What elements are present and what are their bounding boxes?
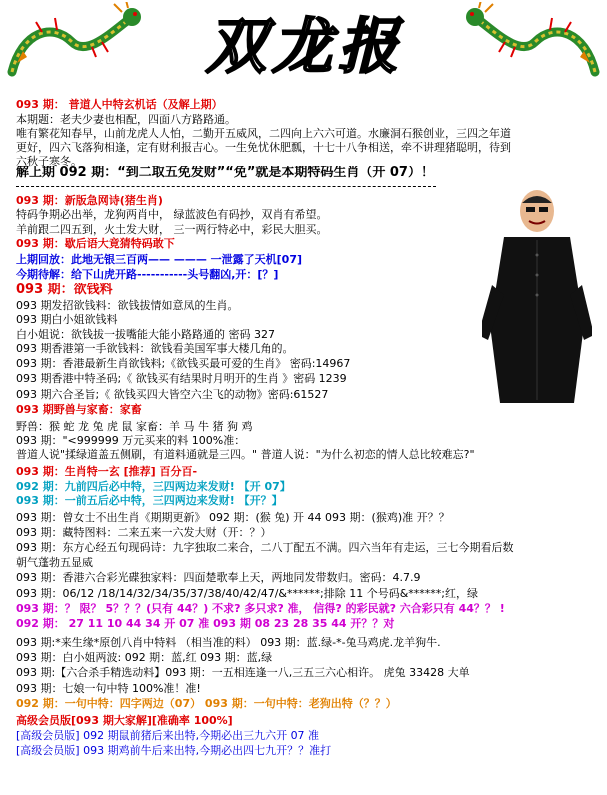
- text-line: 093 期白小姐欲钱料: [16, 312, 118, 326]
- text-line: 093 期：藏特图料：二来五来一六发大财（开：？）: [16, 525, 272, 539]
- text-line: 093 期： 普道人中特玄机话（及解上期）: [16, 97, 223, 111]
- dragon-icon: [2, 2, 142, 90]
- text-line: 093 期：香港最新生肖欲钱料;《欲钱买最可爱的生肖》 密码:14967: [16, 357, 351, 371]
- text-line: 上期回放：此地无银三百两—— ——— 一泄露了天机[07]: [16, 253, 303, 267]
- text-line: 093 期六合圣旨;《 欲钱买四大皆空六尘飞的动物》密码:61527: [16, 387, 329, 401]
- text-line: [高级会员版] 092 期鼠前猪后来出特,今期必出三九六开 07 准: [16, 728, 320, 742]
- text-line: 093 期：香港六合彩光碟独家料：四面楚歌奉上天，两地同发带数归。密码：4.7.9: [16, 570, 421, 584]
- dragon-icon: [465, 2, 605, 90]
- text-line: 093 期：生肖特一玄 [推荐] 百分百-: [16, 465, 198, 479]
- text-line: 解上期 092 期：“到二取五免发财”“免”就是本期特码生肖（开 07）！: [16, 165, 434, 180]
- text-line: 093 期:【六合杀手精选动料】093 期：一五相连逢一八,三五三六心相许。 虎兔 33428 大单: [16, 666, 470, 680]
- text-line: 白小姐说：欲钱拔一拔嘴能大能小路路通的 密码 327: [16, 328, 275, 342]
- text-line: 羊前跟二四五到，火土发大财， 三一两行特必中，彩民大胆买。: [16, 223, 328, 237]
- text-line: 野兽：猴 蛇 龙 兔 虎 鼠 家畜：羊 马 牛 猪 狗 鸡: [16, 419, 253, 433]
- text-line: 特码争期必出举，龙狗两肖中， 绿蓝波色有码抄，双肖有希望。: [16, 208, 328, 222]
- text-line: 朝气蓬勃五显威: [16, 555, 93, 569]
- text-line: 093 期：06/12 /18/14/32/34/35/37/38/40/42/47/&******;排除 11 个号码&******;红，绿: [16, 587, 478, 600]
- text-line: 093 期：？ 限？ 5？？？(只有 44？) 不求? 多只求? 准， 信得? 的彩民就? 六合彩只有 44？？ !: [16, 602, 505, 616]
- text-line: 093 期:*来生缘*原创八肖中特料 （相当准的料） 093 期：蓝.绿-*-兔马鸡虎.龙羊狗牛.: [16, 636, 441, 650]
- separator-line: [16, 186, 436, 187]
- text-line: 092 期：九前四后必中特，三四两边来发财! 【开 07】: [16, 480, 291, 494]
- man-in-robe-icon: [482, 185, 592, 405]
- text-line: 093 期发招欲钱料：欲钱拔情如意凤的生肖。: [16, 298, 239, 312]
- text-line: 093 期：一前五后必中特，三四两边来发财! 【开？】: [16, 494, 283, 508]
- text-line: 093 期："<999999 万元买来的料 100%准：: [16, 433, 246, 447]
- text-line: 更好，四六飞落狗相逢，定有财利报吉心。一生免忧休肥瓢，十七十八争相送，牵不讲理猪聪明，待到: [16, 140, 511, 154]
- page-title: 双龙报: [206, 12, 404, 82]
- text-line: 高级会员版[093 期大家解][准确率 100%]: [16, 713, 233, 727]
- text-line: 六秋子寒冬。: [16, 155, 82, 169]
- text-line: 093 期：白小姐两波: 092 期：蓝,红 093 期：蓝,绿: [16, 651, 273, 665]
- text-line: 092 期： 27 11 10 44 34 开 07 准 093 期 08 23 28 35 44 开？？对: [16, 617, 395, 631]
- text-line: 093 期：七娘一句中特 100%准！准!: [16, 681, 201, 695]
- text-line: 今期待解：给下山虎开路-----------头号翻凶,开：[？]: [16, 267, 279, 281]
- text-line: 093 期野兽与家畜：家畜: [16, 402, 142, 416]
- text-line: 本期题：老夫少妻也相配，四面八方路路通。: [16, 112, 236, 126]
- text-line: [高级会员版] 093 期鸡前牛后来出特,今期必出四七九开？？准打: [16, 743, 332, 757]
- text-line: 093 期：欲钱料: [16, 282, 113, 297]
- text-line: 093 期：歇后语大竟猜特码敢下: [16, 237, 175, 251]
- text-line: 092 期：一句中特：四字两边（07） 093 期：一句中特：老狗出特（？？）: [16, 696, 397, 710]
- text-line: 唯有繁花知春早，山前龙虎人人怕，二勤开五威风，二四向上六六可道。水廉洞石猴创业，三四之年道: [16, 126, 511, 140]
- text-line: 093 期：曾女士不出生肖《期期更新》 092 期：(猴 兔) 开 44 093 期：(猴鸡)准 开？？: [16, 511, 450, 525]
- text-line: 093 期：新版急网诗(猪生肖): [16, 193, 163, 207]
- text-line: 093 期：东方心经五句现码诗：九字独取二来合，二八丁配五不满。四六当年有走运，三七今期看后数: [16, 540, 514, 554]
- text-line: 093 期香港中特圣码;《 欲钱买有结果时月明开的生肖 》密码 1239: [16, 372, 347, 386]
- text-line: 093 期香港第一手欲钱料：欲钱看美国军事大楼几角的。: [16, 342, 294, 356]
- text-line: 普道人说"揉绿道盖五侧刷，有道料通就是三四。" 普道人说："为什么初恋的情人总比较难忘?": [16, 448, 475, 462]
